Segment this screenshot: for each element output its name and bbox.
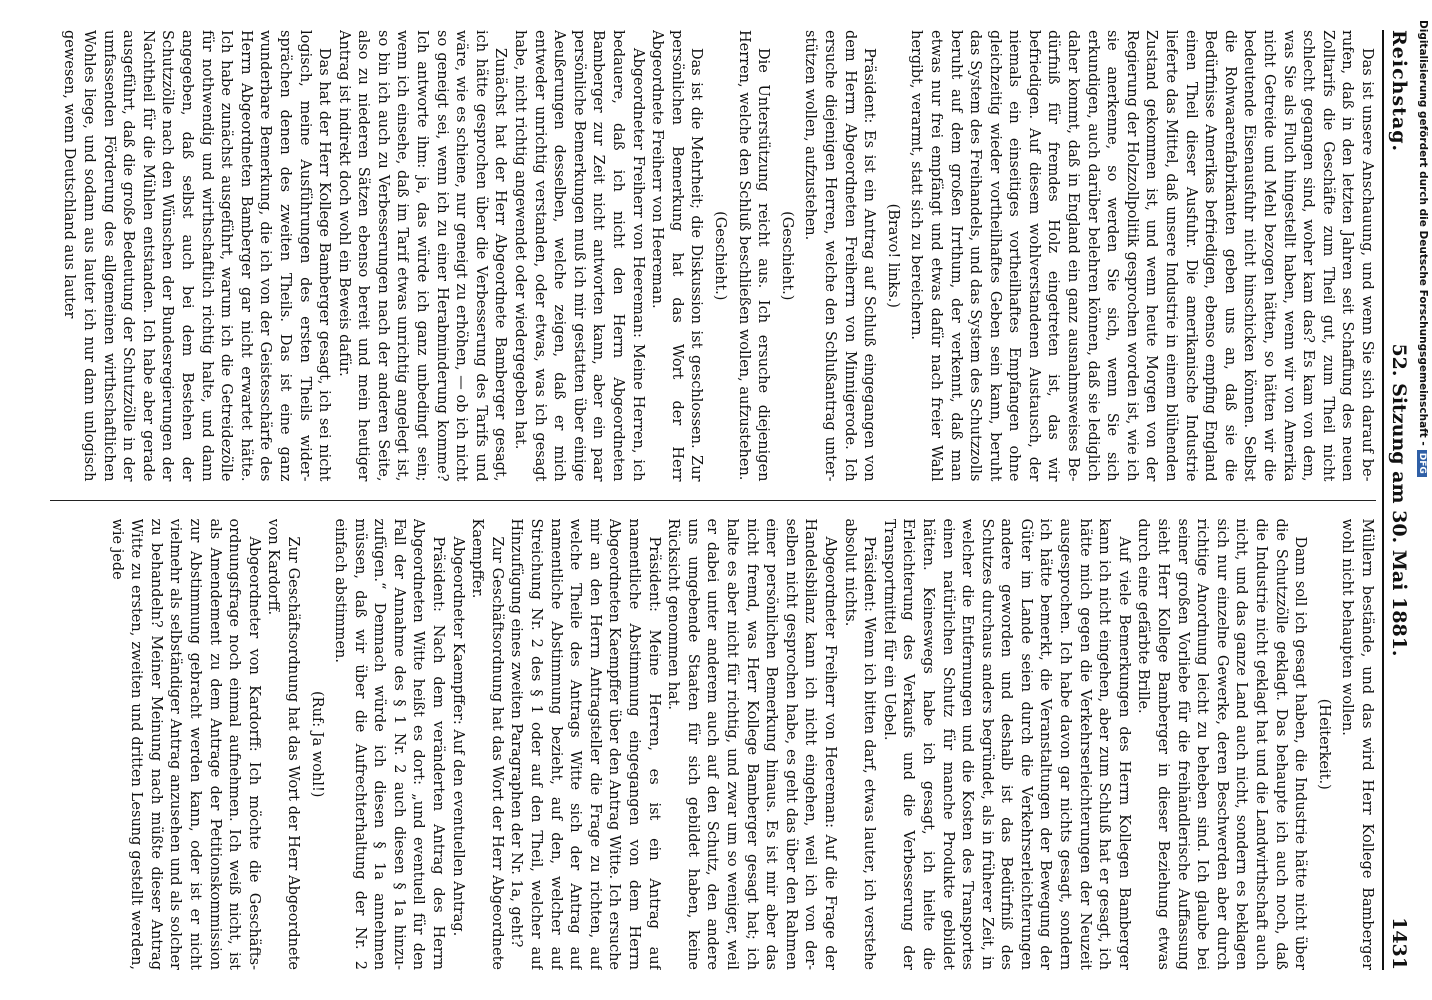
- paragraph: Abgeordneter Freiherr von Heereman: Auf die Frage der Handelsbilanz kann ich nicht eingehen, weil ich von derselben nicht gesprochen habe, es geht das über den Rahmen einer persönlichen Bemerkung hinaus. Es ist mir aber das nicht fremd, was Herr Kollege Bamberger gesagt hat; ich halte es aber nicht für richtig, und zwar um so weniger, weil er dabei unter anderem auch auf den Schutz, den andere uns umgebende Staaten für sich gebildet haben, keine Rücksicht genommen hat.: [665, 518, 838, 970]
- paragraph: Das ist die Mehrheit; die Diskussion ist geschlossen. Zur persönlichen Bemerkung hat das Wort der Herr Abgeordnete Freiherr von Heereman.: [649, 30, 705, 482]
- page-number: 1431: [1388, 917, 1410, 970]
- paragraph: Zur Geschäftsordnung hat das Wort der Herr Abgeordnete von Kardorff.: [265, 518, 301, 970]
- dfg-badge: DFG: [1417, 450, 1427, 477]
- stage-direction: (Geschieht.): [712, 211, 728, 301]
- paragraph: Präsident: Nach dem veränderten Antrag des Herrn Abgeordneten Witte heißt es dort: „und eventuell für den Fall der Annahme des § 1 Nr. 2 auch diesen § 1a hinzuzufügen.“ Demnach würde ich diesen § 1a annehmen müssen, daß wir über die Aufrechterhaltung der Nr. 2 einfach abstimmen.: [332, 518, 447, 970]
- paragraph: Präsident: Meine Herren, es ist ein Antrag auf namentliche Abstimmung eingegangen von dem Herrn Abgeordneten Kaempffer über den Antrag Witte. Ich ersuche mir an den Herrn Antragsteller die Frage zu richten, auf welche Theile des Antrags Witte sich der Antrag auf namentliche Abstimmung bezieht, auf den, welcher auf Streichung Nr. 2 des § 1 oder auf den Theil, welcher auf Hinzufügung eines zweiten Paragraphen der Nr. 1a, geht?: [508, 518, 662, 970]
- paragraph: Abgeordneter von Kardorff: Ich möchte die Geschäftsordnungsfrage noch einmal aufnehmen. Ich weiß nicht, ist als Amendement zu dem Antrage der Petitionskommission zur Abstimmung gebracht werden kann, oder ist er nicht vielmehr als selbständiger Antrag anzusehen und als solcher zu behandeln? Meiner Meinung nach müßte dieser Antrag Witte zu ersten, zweiten und dritten Lesung gestellt werden, wie jede: [108, 518, 262, 970]
- digitization-credit: [1417, 20, 1429, 477]
- stage-direction: (Ruf: Ja wohl!): [308, 691, 325, 798]
- right-column: [50, 519, 1376, 971]
- stage-direction: (Geschieht.): [778, 211, 795, 301]
- left-column: [50, 30, 1376, 482]
- header-left-title: Reichstag.: [1388, 30, 1410, 153]
- paragraph: Zur Geschäftsordnung hat das Wort der Herr Abgeordnete Kaempffer.: [469, 518, 505, 970]
- paragraph: Präsident: Es ist ein Antrag auf Schluß eingegangen von dem Herrn Abgeordneten Freiherrn von Minnigerode. Ich ersuche diejenigen Herren, welche den Schlußantrag unterstützen wollen, aufzustehen.: [802, 30, 878, 482]
- page-header: [1382, 30, 1414, 970]
- paragraph: Müllern bestände, und das wird Herr Kollege Bamberger wohl nicht behaupten wollen.: [1339, 518, 1375, 970]
- paragraph: Auf viele Bemerkungen des Herrn Kollegen Bamberger kann ich nicht eingehen, aber zum Schluß hat er gesagt, ich hätte mich gegen die Verkehrserleichterungen der Neuzeit ausgesprochen. Ich habe davon gar nichts gesagt, sondern ich hätte bemerkt, die Veranstaltungen der Bewegung der Güter im Lande seien durch die Verkehrserleichterungen andere geworden und deshalb ist das Bedürfniß des Schutzes durchaus anders begründet, als in früherer Zeit, in welcher die Entfernungen und die Kosten des Transportes einen natürlichen Schutz für manche Produkte gebildet hätten. Keineswegs habe ich gesagt, ich hielte die Erleichterung des Verkaufs und die Verbesserung der Transportmittel für ein Uebel.: [880, 518, 1132, 970]
- rotated-document-page: [40, 20, 1420, 980]
- paragraph: Die Unterstützung reicht aus. Ich ersuche diejenigen Herren, welche den Schluß beschließen wollen, aufzustehen.: [735, 30, 772, 482]
- paragraph: Das hat der Herr Kollege Bamberger gesagt, ich sei nicht logisch, meine Ausführungen des ersten Theils widersprächen denen des zweiten Theils. Das ist eine ganz wunderbare Bemerkung, die ich von der Geistesschärfe des Herrn Abgeordneten Bamberger gar nicht erwartet hätte. Ich habe zunächst ausgeführt, warum ich die Getreidezölle für nothwendig und wirthschaftlich richtig halte, und dann angegeben, daß selbst auch bei dem Bestehen der Schutzzölle nach den Wünschen der Bundesregierungen der Nachtheil für die Mühlen entstanden. Ich habe aber gerade ausgeführt, daß die große Bedeutung der Schutzzölle in der umfassenden Förderung des allgemeinen wirthschaftlichen Wohles liege, und sodann aus lauter ich nur dann unlogisch gewesen, wenn Deutschland aus lauter: [61, 30, 333, 482]
- stage-direction: (Bravo! links.): [884, 203, 901, 308]
- sidebar-credit: [1416, 20, 1432, 980]
- credit-text: Digitalisierung gefördert durch die Deutsche Forschungsgemeinschaft -: [1417, 20, 1429, 446]
- paragraph: Abgeordneter Kaempffer: Auf den eventuellen Antrag.: [449, 536, 466, 937]
- paragraph: Abgeordneter Freiherr von Heereman: Meine Herren, ich bedauere, daß ich nicht den Herrn Abgeordneten Bamberger zur Zeit nicht antworten kann, aber ein paar persönliche Bemerkungen muß ich mir gestatten über einige Aeußerungen desselben, welche zeigen, daß er mich entweder unrichtig verstanden, oder etwas, was ich gesagt habe, nicht richtig angewendet oder wiedergegeben hat.: [512, 30, 646, 482]
- paragraph: Präsident: Wenn ich bitten darf, etwas lauter, ich verstehe absolut nichts.: [841, 518, 878, 970]
- paragraph: Zunächst hat der Herr Abgeordnete Bamberger gesagt, ich hätte gesprochen über die Verbesserung des Tarifs und wäre, wie es schiene, nur geneigt zu erhöhen, — ob ich nicht so geneigt sei, wenn ich zu einer Herabminderung komme? Ich antworte ihm: ja, das würde ich ganz unbedingt sein; wenn ich einsehe, daß im Tarif etwas unrichtig angelegt ist, so bin ich auch zu Verbesserungen nach der anderen Seite, also zu niederen Sätzen ebenso bereit und mein heutiger Antrag ist indirekt doch wohl ein Beweis dafür.: [335, 30, 509, 482]
- header-session-title: 52. Sitzung am 30. Mai 1881.: [1388, 343, 1410, 657]
- paragraph: Das ist unsere Anschauung, und wenn Sie sich darauf berufen, daß in den letzten Jahren seit Schaffung des neuen Zolltarifs die Geschäfte zum Theil gut, zum Theil nicht schlecht gegangen sind, woher kam das? Es kam von dem, was Sie als Fluch hingestellt haben, wenn wir von Amerika nicht Getreide und Mehl bezogen hätten, so hätten wir die bedeutende Eisenausfuhr nicht hinschicken können. Selbst die Rohwaarenfabrikanten geben uns an, daß sie die Bedürfnisse Amerikas befriedigen, ebenso empfing England einen Theil dieser Ausfuhr. Die amerikanische Industrie lieferte das Mittel, daß unsere Industrie in einem blühenden Zustand gekommen ist, und wenn heute Morgen von der Regierung der Holzzollpolitik gesprochen worden ist, wie ich sie anerkenne, so werden Sie sich, wenn Sie sich erkundigen, auch darüber belehren können, daß sie lediglich daher kommt, daß in England ein ganz ausnahmsweises Bedürfniß für fremdes Holz eingetreten ist, das wir befriedigen. Auf diesem wohlverstandenen Austausch, der niemals ein einseitiges vortheilhaftes Empfangen ohne gleichzeitig wieder vortheilhaftes Geben sein kann, beruht das System des Freihandels, und das System des Schutzzolls beruht auf dem großen Irrthum, der verkennt, daß man etwas nur frei empfängt und etwas dafür nach freier Wahl hergibt, verarmt, statt sich zu bereichern.: [908, 30, 1375, 482]
- column-divider: [50, 500, 1376, 501]
- paragraph: Dann soll ich gesagt haben, die Industrie hätte nicht über die Schutzzölle geklagt. Das behaupte ich auch noch, daß die Industrie nicht geklagt hat und die Landwirthschaft auch nicht, und das ganze Land auch nicht, sondern es beklagen sich nur einzelne Gewerke, deren Beschwerden aber durch richtige Anordnung leicht zu beheben sind. Ich glaube bei seiner großen Vorliebe für die freihändlerische Auffassung sieht Herr Kollege Bamberger in dieser Beziehung etwas durch eine gefärbte Brille.: [1135, 518, 1309, 970]
- stage-direction: (Heiterkeit.): [1315, 698, 1332, 790]
- text-columns: [50, 30, 1376, 970]
